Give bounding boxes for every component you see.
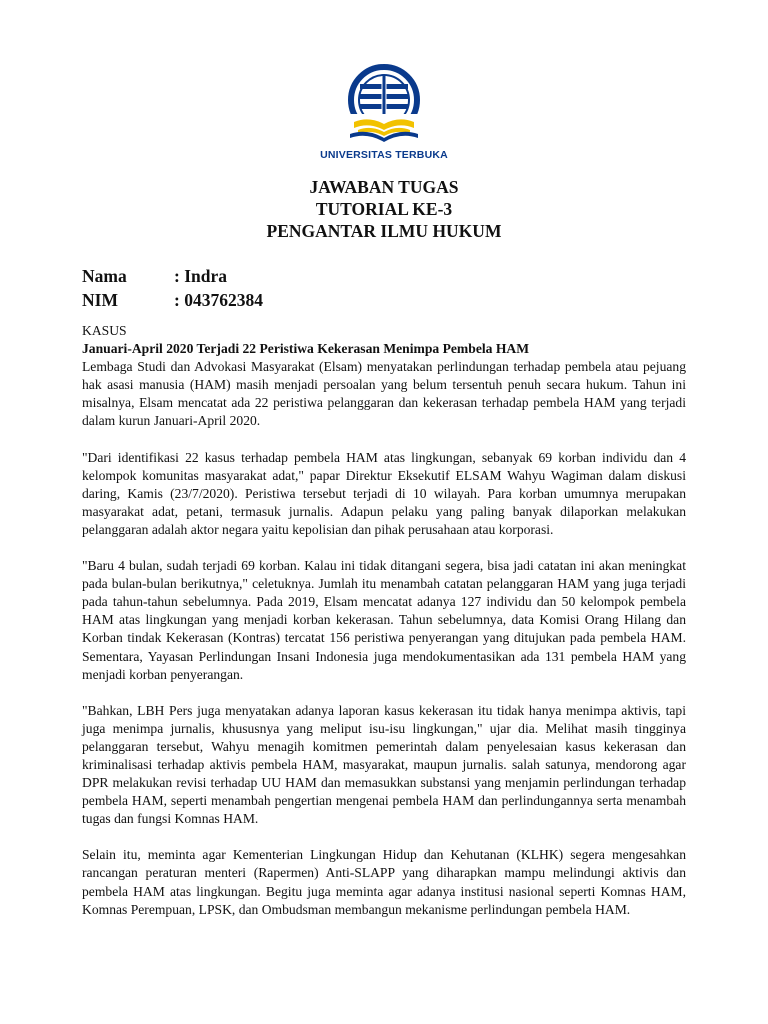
case-content <box>82 322 686 919</box>
name-value: : Indra <box>174 266 227 286</box>
title-line-3: PENGANTAR ILMU HUKUM <box>266 221 502 241</box>
document-titles <box>0 176 768 242</box>
paragraph: Lembaga Studi dan Advokasi Masyarakat (Elsam) menyatakan perlindungan terhadap pembela atau pejuang hak asasi manusia (HAM) masih menjadi persoalan yang belum tersentuh penuh secara hukum. Tahun ini misalnya, Elsam mencatat ada 22 peristiwa pelanggaran dan kekerasan terhadap pembela HAM yang terjadi dalam kurun Januari-April 2020. <box>82 359 686 429</box>
paragraph: "Dari identifikasi 22 kasus terhadap pembela HAM atas lingkungan, sebanyak 69 korban individu dan 4 kelompok komunitas masyarakat adat," papar Direktur Eksekutif ELSAM Wahyu Wagiman dalam diskusi daring, Kamis (23/7/2020). Peristiwa tersebut terjadi di 10 wilayah. Para korban umumnya merupakan masyarakat adat, petani, termasuk jurnalis. Adapun pelaku yang paling banyak dilaporkan melakukan pelanggaran adalah aktor negara yaitu kepolisian dan pihak perusahaan atau korporasi. <box>82 449 686 537</box>
paragraph: Selain itu, meminta agar Kementerian Lingkungan Hidup dan Kehutanan (KLHK) segera mengesahkan rancangan peraturan menteri (Rapermen) Anti-SLAPP yang diharapkan mampu melindungi aktivis dan pembela HAM atas lingkungan. Begitu juga meminta agar adanya institusi nasional seperti Komnas HAM, Komnas Perempuan, LPSK, dan Ombudsman membangun mekanisme perlindungan pembela HAM. <box>82 847 686 917</box>
nim-label: NIM <box>82 290 118 310</box>
title-line-1: JAWABAN TUGAS <box>309 177 459 197</box>
case-label: KASUS <box>82 323 127 338</box>
nim-row <box>82 288 263 312</box>
title-line-2: TUTORIAL KE-3 <box>315 199 453 219</box>
paragraph: "Bahkan, LBH Pers juga menyatakan adanya laporan kasus kekerasan itu tidak hanya menimpa aktivis, tapi juga menimpa jurnalis, khususnya yang meliput isu-isu lingkungan," ujar dia. Melihat masih tingginya pelanggaran tersebut, Wahyu menagih komitmen pemerintah dalam penyelesaian kasus kekerasan dan kriminalisasi terhadap aktivis pembela HAM, masyarakat, maupun jurnalis. salah satunya, mendorong agar DPR melakukan revisi terhadap UU HAM dan memasukkan substansi yang menjamin perlindungan terhadap pembela HAM, seperti menambah pengertian mengenai pembela HAM dan perlindungannya serta menambah tugas dan fungsi Komnas HAM. <box>82 702 686 827</box>
logo-text: UNIVERSITAS TERBUKA <box>320 149 448 161</box>
name-row <box>82 264 263 288</box>
nim-value: : 043762384 <box>174 290 263 310</box>
case-title: Januari-April 2020 Terjadi 22 Peristiwa Kekerasan Menimpa Pembela HAM <box>82 341 530 357</box>
universitas-terbuka-logo-icon <box>336 64 432 146</box>
name-label: Nama <box>82 266 127 286</box>
paragraph: "Baru 4 bulan, sudah terjadi 69 korban. Kalau ini tidak ditangani segera, bisa jadi catatan ini akan meningkat pada bulan-bulan berikutnya," celetuknya. Jumlah itu menambah catatan pelanggaran HAM yang juga terjadi pada tahun-tahun sebelumnya. Pada 2019, Elsam mencatat adanya 127 individu dan 50 kelompok pembela HAM atas lingkungan yang menjadi korban kekerasan. Tahun sebelumnya, data Komisi Orang Hilang dan Korban tindak Kekerasan (Kontras) tercatat 156 peristiwa penyerangan yang ditujukan pada pembela HAM. Sementara, Yayasan Perlindungan Insani Indonesia juga mendokumentasikan ada 131 pembela HAM yang menjadi korban penyerangan. <box>82 558 686 682</box>
logo-block <box>0 64 768 161</box>
student-identity <box>82 264 263 312</box>
